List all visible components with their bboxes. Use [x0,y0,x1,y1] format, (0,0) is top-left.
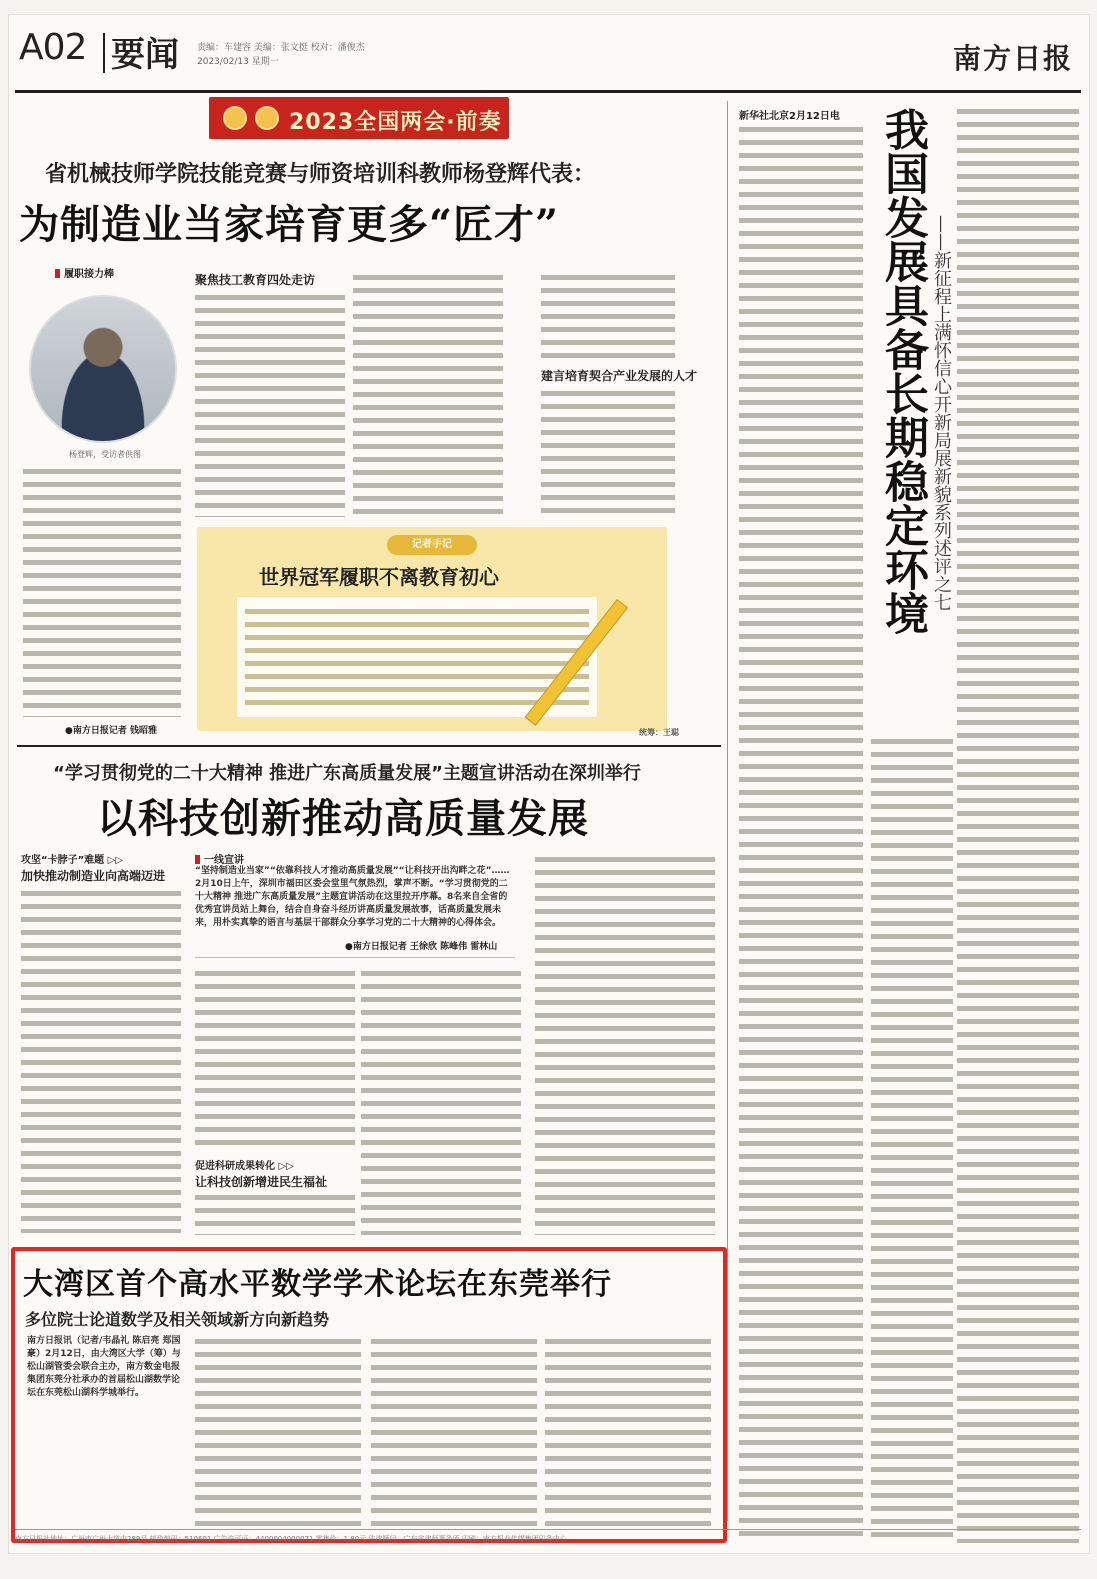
note-badge: 记者手记 [387,535,477,555]
editor-line: 责编：车建容 美编：张文挺 校对：潘俊杰 [197,43,365,53]
story2-column-3 [361,967,521,1235]
reporter-photo [29,295,177,443]
story2-column-1 [21,887,181,1233]
story4-dateline: 新华社北京2月12日电 [739,111,840,122]
story4-column-3 [871,735,953,1543]
masthead [15,23,1081,93]
story1-col-title-2: 建言培育契合产业发展的人才 [541,369,698,383]
story1-headline: 为制造业当家培育更多“匠才” [19,201,560,248]
story2-kicker: “学习贯彻党的二十大精神 推进广东高质量发展”主题宣讲活动在深圳举行 [53,763,641,784]
story1-column-1 [23,465,181,717]
banner-text: 2023全国两会·前奏 [289,110,502,135]
story2-lead: “坚持制造业当家”“依靠科技人才推动高质量发展”“让科技开出沟畔之花”……2月10日上午，深圳市福田区委会堂里气氛热烈，掌声不断。“学习贯彻党的二十大精神 推进广东高质量发展”主题宣讲活动在这里拉开序幕。8名来自全省的优秀宣讲员站上舞台，结合自身奋斗经历讲高质量发展故事，话高质量发展未来，用朴实真挚的语言与基层干部群众分享学习党的二十大精神的心得体会。 [195,866,510,928]
story1-kicker: 省机械技师学院技能竞赛与师资培训科教师杨登辉代表： [45,162,596,187]
story2-byline: ●南方日报记者 王徐欣 陈峰伟 雷林山 [345,942,498,952]
story2-column-2 [195,967,355,1151]
story2-col-title-1b: 加快推动制造业向高端迈进 [21,869,166,883]
story1-byline: ●南方日报记者 钱昭雅 [65,726,157,736]
masthead-divider [103,33,105,73]
section-title: 要闻 [111,35,179,75]
story2-column-4 [535,853,715,1235]
story1-column-4b [541,387,675,521]
story2-column-2b [195,1191,355,1235]
story4-column-2 [957,105,1079,1543]
story2-tag: 一线宣讲 [195,851,244,866]
date-line: 2023/02/13 星期一 [197,57,279,67]
story1-column-3 [353,271,503,517]
two-sessions-banner [209,97,509,139]
emblem-icon [255,106,279,130]
story1-editor: 统筹：王聪 [639,728,679,737]
story4-headline: 我国发展具备长期稳定环境 [877,107,928,635]
story3-column-3 [371,1335,537,1531]
story3-column-4 [545,1335,711,1531]
story3-byline: 南方日报讯（记者/韦晶礼 陈启亮 郑国豪）2月12日，由大湾区大学（筹）与松山湖管委会联合主办，南方数金电报集团东莞分社承办的首届松山湖数学论坛在东莞松山湖科学城举行。 [27,1336,181,1398]
paper-logo: 南方日报 [952,42,1073,75]
story1-tag: 履职接力棒 [55,265,114,280]
photo-caption: 杨登辉，受访者供图 [69,450,141,459]
emblem-icon [223,106,247,130]
story2-col-title-2: 促进科研成果转化 ▷▷ [195,1161,294,1172]
newspaper-page [8,14,1090,1554]
story1-col-title-1: 聚焦技工教育四处走访 [195,273,316,287]
reporter-note-box [197,527,667,731]
story3-headline: 大湾区首个高水平数学学术论坛在东莞举行 [23,1267,612,1302]
page-footer: 南方日报社地址：广州市广州大道中289号 邮政编码：510601 广告许可证：4400004000071 零售价：1.80元 法律顾问：广东省律师事务所 印刷：南方报业传媒集团印务中心 [15,1529,1081,1549]
note-title: 世界冠军履职不离教育初心 [259,565,499,589]
story1-column-4a [541,271,675,363]
story3-column-2 [195,1335,361,1531]
story2-headline: 以科技创新推动高质量发展 [97,795,589,842]
masthead-meta [197,41,365,69]
page-number: A02 [19,27,87,68]
story3-subhead: 多位院士论道数学及相关领域新方向新趋势 [25,1310,330,1329]
section-divider [17,745,721,747]
story4-column-1 [739,123,863,1543]
story1-column-2 [195,291,345,517]
story4-subhead: ——新征程上满怀信心开新局展新貌系列述评之七 [931,215,952,611]
story2-col-title-2b: 让科技创新增进民生福祉 [195,1175,328,1189]
story2-col-title-1: 攻坚“卡脖子”难题 ▷▷ [21,855,124,866]
